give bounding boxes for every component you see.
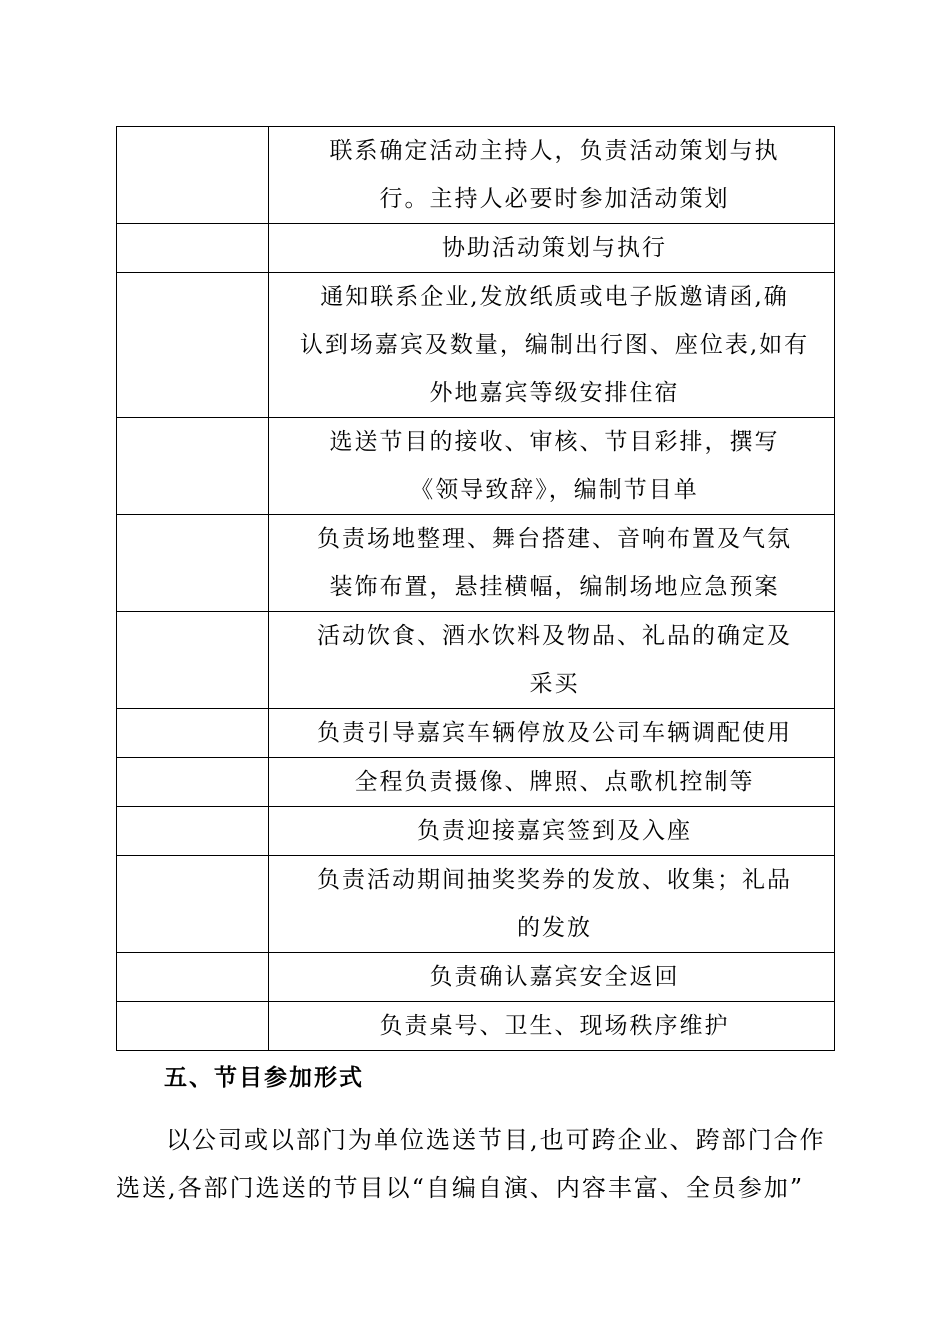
duty-line: 通知联系企业,发放纸质或电子版邀请函,确: [320, 284, 789, 310]
paragraph-line: 选送,各部门选送的节目以“自编自演、内容丰富、全员参加”: [116, 1174, 805, 1202]
table-row: [117, 856, 835, 953]
department-cell: [117, 1002, 269, 1051]
duty-line: 选送节目的接收、审核、节目彩排，撰写: [329, 429, 780, 455]
duty-line: 联系确定活动主持人，负责活动策划与执: [329, 138, 780, 164]
table-row: [117, 127, 835, 224]
duty-line: 负责确认嘉宾安全返回: [429, 964, 680, 990]
department-cell: [117, 709, 269, 758]
duty-description-cell: [269, 224, 835, 273]
department-cell: [117, 418, 269, 515]
department-cell: [117, 515, 269, 612]
duty-line: 负责迎接嘉宾签到及入座: [417, 818, 692, 844]
duty-description-cell: [269, 418, 835, 515]
table-row: [117, 418, 835, 515]
duty-description-cell: [269, 515, 835, 612]
duty-line: 负责场地整理、舞台搭建、音响布置及气氛: [317, 526, 792, 552]
duty-line: 《领导致辞》，编制节目单: [410, 477, 699, 503]
department-cell: [117, 856, 269, 953]
table-row: [117, 224, 835, 273]
duty-line: 认到场嘉宾及数量，编制出行图、座位表,如有: [299, 332, 810, 358]
paragraph-line: 以公司或以部门为单位选送节目,也可跨企业、跨部门合作: [166, 1126, 826, 1154]
table-row: [117, 807, 835, 856]
duty-assignment-table: [116, 126, 835, 1051]
department-cell: [117, 807, 269, 856]
table-row: [117, 1002, 835, 1051]
duty-line: 负责桌号、卫生、现场秩序维护: [379, 1013, 730, 1039]
duty-line: 采买: [529, 671, 580, 697]
table-row: [117, 709, 835, 758]
duty-line: 行。主持人必要时参加活动策划: [379, 186, 730, 212]
table-row: [117, 273, 835, 418]
duty-line: 全程负责摄像、牌照、点歌机控制等: [354, 769, 755, 795]
department-cell: [117, 273, 269, 418]
duty-line: 的发放: [517, 915, 592, 941]
section-paragraph: [116, 1116, 834, 1212]
table-row: [117, 515, 835, 612]
duty-description-cell: [269, 758, 835, 807]
department-cell: [117, 758, 269, 807]
duty-table-body: [117, 127, 835, 1051]
duty-description-cell: [269, 807, 835, 856]
department-cell: [117, 953, 269, 1002]
duty-description-cell: [269, 953, 835, 1002]
table-row: [117, 612, 835, 709]
table-row: [117, 758, 835, 807]
duty-line: 装饰布置，悬挂横幅，编制场地应急预案: [329, 574, 780, 600]
duty-description-cell: [269, 127, 835, 224]
duty-description-cell: [269, 709, 835, 758]
duty-description-cell: [269, 1002, 835, 1051]
duty-line: 负责活动期间抽奖奖券的发放、收集；礼品: [317, 867, 792, 893]
department-cell: [117, 127, 269, 224]
duty-line: 负责引导嘉宾车辆停放及公司车辆调配使用: [317, 720, 792, 746]
duty-line: 外地嘉宾等级安排住宿: [429, 380, 680, 406]
duty-line: 活动饮食、酒水饮料及物品、礼品的确定及: [317, 623, 792, 649]
duty-description-cell: [269, 856, 835, 953]
section-heading: 五、节目参加形式: [164, 1065, 364, 1091]
duty-description-cell: [269, 273, 835, 418]
table-row: [117, 953, 835, 1002]
department-cell: [117, 224, 269, 273]
duty-line: 协助活动策划与执行: [442, 235, 667, 261]
duty-description-cell: [269, 612, 835, 709]
department-cell: [117, 612, 269, 709]
